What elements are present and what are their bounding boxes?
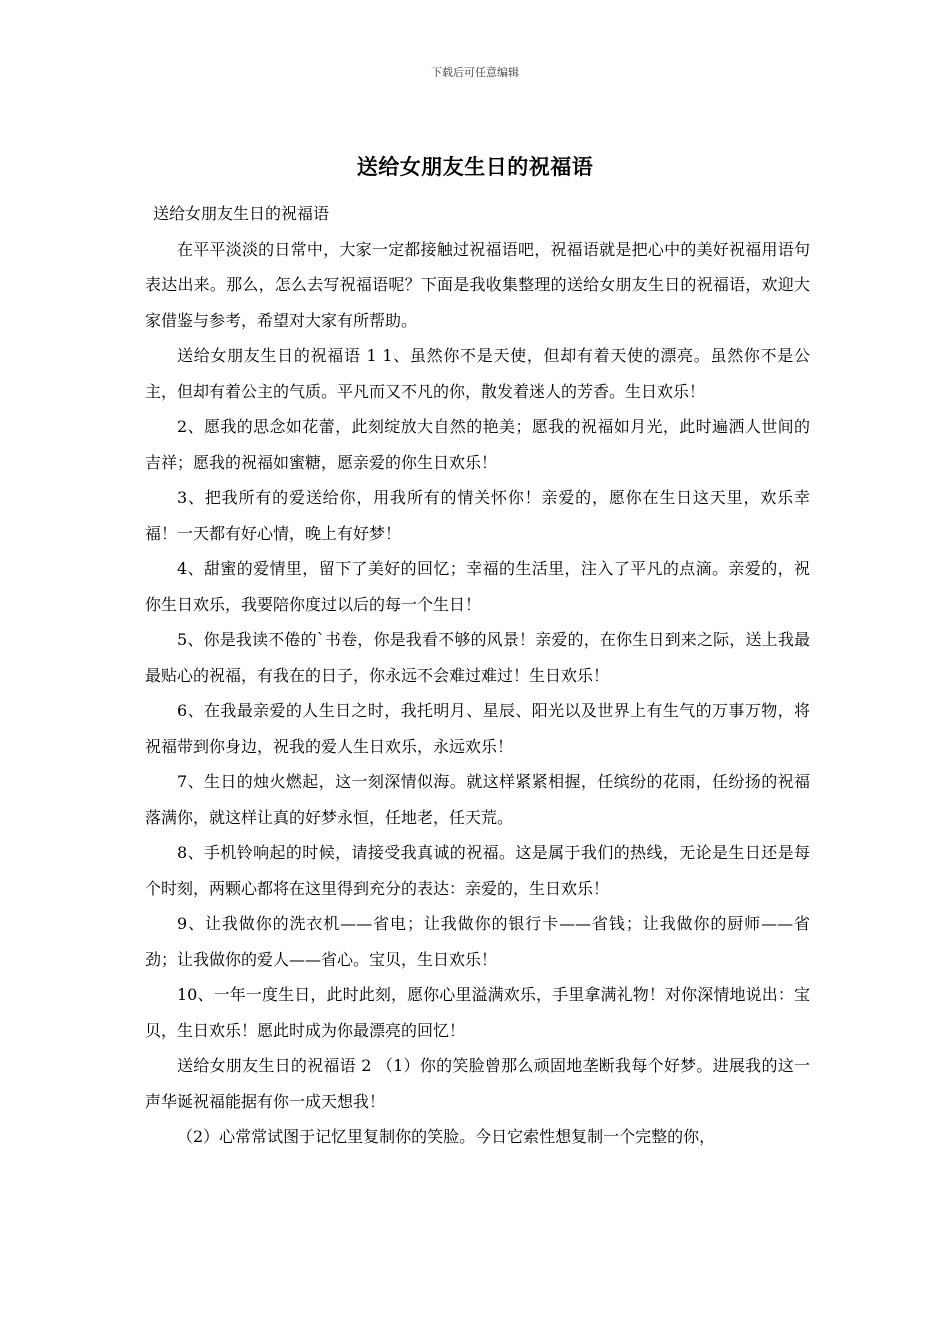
paragraph-item-9: 9、让我做你的洗衣机——省电；让我做你的银行卡——省钱；让我做你的厨师——省劲；让我做你的爱人——省心。宝贝，生日欢乐！ xyxy=(145,914,810,969)
paragraph-item-5: 5、你是我读不倦的`书卷，你是我看不够的风景！亲爱的，在你生日到来之际，送上我最最贴心的祝福，有我在的日子，你永远不会难过难过！生日欢乐！ xyxy=(145,630,810,685)
paragraph-item-6: 6、在我最亲爱的人生日之时，我托明月、星辰、阳光以及世界上有生气的万事万物，将祝福带到你身边，祝我的爱人生日欢乐，永远欢乐！ xyxy=(145,701,810,756)
paragraph-item-3: 3、把我所有的爱送给你，用我所有的情关怀你！亲爱的，愿你在生日这天里，欢乐幸福！一天都有好心情，晚上有好梦！ xyxy=(145,488,810,543)
paragraph-section-2-item-2: （2）心常常试图于记忆里复制你的笑脸。今日它索性想复制一个完整的你， xyxy=(177,1127,716,1146)
document-title: 送给女朋友生日的祝福语 xyxy=(356,154,594,179)
paragraph-item-7: 7、生日的烛火燃起，这一刻深情似海。就这样紧紧相握，任缤纷的花雨，任纷扬的祝福落满你，就这样让真的好梦永恒，任地老，任天荒。 xyxy=(145,772,810,827)
paragraph-intro: 在平平淡淡的日常中，大家一定都接触过祝福语吧，祝福语就是把心中的美好祝福用语句表达出来。那么，怎么去写祝福语呢？下面是我收集整理的送给女朋友生日的祝福语，欢迎大家借鉴与参考，希望对大家有所帮助。 xyxy=(145,239,810,330)
paragraph-item-10: 10、一年一度生日，此时此刻，愿你心里溢满欢乐，手里拿满礼物！对你深情地说出：宝贝，生日欢乐！愿此时成为你最漂亮的回忆！ xyxy=(145,985,810,1040)
paragraph-section-2: 送给女朋友生日的祝福语 2 （1）你的笑脸曾那么顽固地垄断我每个好梦。进展我的这一声华诞祝福能据有你一成天想我！ xyxy=(145,1056,810,1111)
header-note: 下载后可任意编辑 xyxy=(431,66,519,79)
document-body xyxy=(145,196,810,1155)
paragraph-item-4: 4、甜蜜的爱情里，留下了美好的回忆；幸福的生活里，注入了平凡的点滴。亲爱的，祝你生日欢乐，我要陪你度过以后的每一个生日！ xyxy=(145,559,810,614)
document-subtitle: 送给女朋友生日的祝福语 xyxy=(153,204,330,223)
paragraph-item-2: 2、愿我的思念如花蕾，此刻绽放大自然的艳美；愿我的祝福如月光，此时遍洒人世间的吉祥；愿我的祝福如蜜糖，愿亲爱的你生日欢乐！ xyxy=(145,417,810,472)
paragraph-item-8: 8、手机铃响起的时候，请接受我真诚的祝福。这是属于我们的热线，无论是生日还是每个时刻，两颗心都将在这里得到充分的表达：亲爱的，生日欢乐！ xyxy=(145,843,810,898)
paragraph-section-1: 送给女朋友生日的祝福语 1 1、虽然你不是天使，但却有着天使的漂亮。虽然你不是公主，但却有着公主的气质。平凡而又不凡的你，散发着迷人的芳香。生日欢乐！ xyxy=(145,346,810,401)
